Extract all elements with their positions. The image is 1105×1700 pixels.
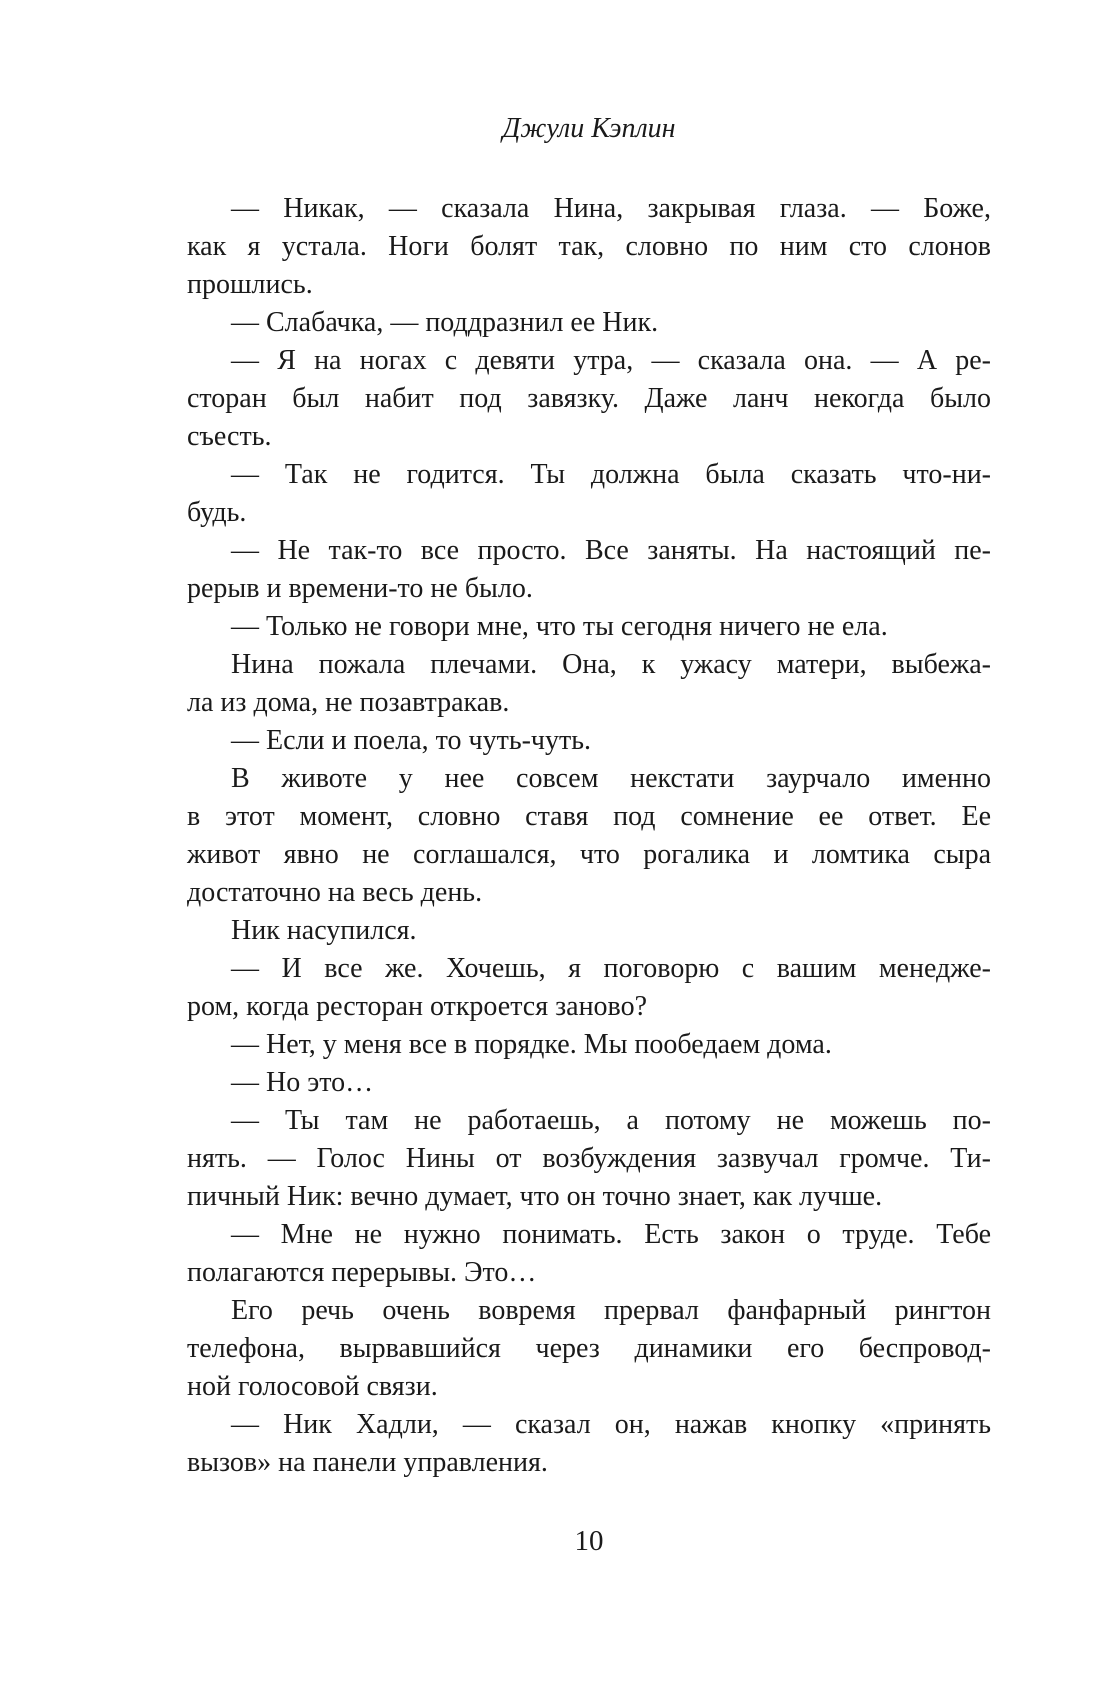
paragraph	[187, 456, 991, 532]
text-line: — Я на ногах с девяти утра, — сказала она. — А ре-	[231, 345, 991, 376]
text-line: ной голосовой связи.	[187, 1371, 438, 1402]
text-line: в этот момент, словно ставя под сомнение ее ответ. Ее	[187, 801, 991, 832]
paragraph	[187, 760, 991, 912]
text-line: вызов» на панели управления.	[187, 1447, 548, 1478]
paragraph	[187, 646, 991, 722]
paragraph	[187, 912, 991, 950]
paragraph	[187, 608, 991, 646]
text-line: Его речь очень вовремя прервал фанфарный рингтон	[231, 1295, 991, 1326]
paragraph	[187, 190, 991, 304]
paragraph	[187, 1406, 991, 1482]
text-line: телефона, вырвавшийся через динамики его беспровод-	[187, 1333, 991, 1364]
text-line: ром, когда ресторан откроется заново?	[187, 991, 648, 1022]
paragraph	[187, 1102, 991, 1216]
text-line: Ник насупился.	[231, 915, 417, 946]
text-line: — Мне не нужно понимать. Есть закон о труде. Тебе	[231, 1219, 991, 1250]
text-line: будь.	[187, 497, 247, 528]
text-line: нять. — Голос Нины от возбуждения зазвучал громче. Ти-	[187, 1143, 991, 1174]
text-line: пичный Ник: вечно думает, что он точно знает, как лучше.	[187, 1181, 883, 1212]
paragraph	[187, 1292, 991, 1406]
text-line: рерыв и времени-то не было.	[187, 573, 533, 604]
text-line: — Слабачка, — поддразнил ее Ник.	[231, 307, 659, 338]
text-line: — Нет, у меня все в порядке. Мы пообедаем дома.	[231, 1029, 832, 1060]
paragraph	[187, 532, 991, 608]
text-line: — Ник Хадли, — сказал он, нажав кнопку «принять	[231, 1409, 991, 1440]
paragraph	[187, 1064, 991, 1102]
text-line: — Так не годится. Ты должна была сказать что-ни-	[231, 459, 991, 490]
text-line: съесть.	[187, 421, 272, 452]
page-number: 10	[574, 1525, 604, 1557]
text-line: Нина пожала плечами. Она, к ужасу матери, выбежа-	[231, 649, 991, 680]
running-head: Джули Кэплин	[502, 113, 676, 144]
text-line: достаточно на весь день.	[187, 877, 483, 908]
paragraph	[187, 1216, 991, 1292]
text-line: — Не так-то все просто. Все заняты. На настоящий пе-	[231, 535, 991, 566]
text-line: сторан был набит под завязку. Даже ланч некогда было	[187, 383, 991, 414]
text-line: — И все же. Хочешь, я поговорю с вашим менедже-	[231, 953, 991, 984]
text-line: как я устала. Ноги болят так, словно по ним сто слонов	[187, 231, 991, 262]
text-line: ла из дома, не позавтракав.	[187, 687, 510, 718]
paragraph	[187, 1026, 991, 1064]
text-line: — Но это…	[231, 1067, 374, 1098]
text-line: — Если и поела, то чуть-чуть.	[231, 725, 591, 756]
text-line: прошлись.	[187, 269, 313, 300]
paragraph	[187, 342, 991, 456]
paragraph	[187, 722, 991, 760]
text-line: — Только не говори мне, что ты сегодня ничего не ела.	[231, 611, 888, 642]
text-line: живот явно не соглашался, что рогалика и ломтика сыра	[187, 839, 991, 870]
body-text	[187, 190, 991, 1482]
text-line: полагаются перерывы. Это…	[187, 1257, 537, 1288]
paragraph	[187, 304, 991, 342]
paragraph	[187, 950, 991, 1026]
text-line: — Ты там не работаешь, а потому не можешь по-	[231, 1105, 991, 1136]
text-line: В животе у нее совсем некстати заурчало именно	[231, 763, 991, 794]
text-line: — Никак, — сказала Нина, закрывая глаза. — Боже,	[231, 193, 991, 224]
